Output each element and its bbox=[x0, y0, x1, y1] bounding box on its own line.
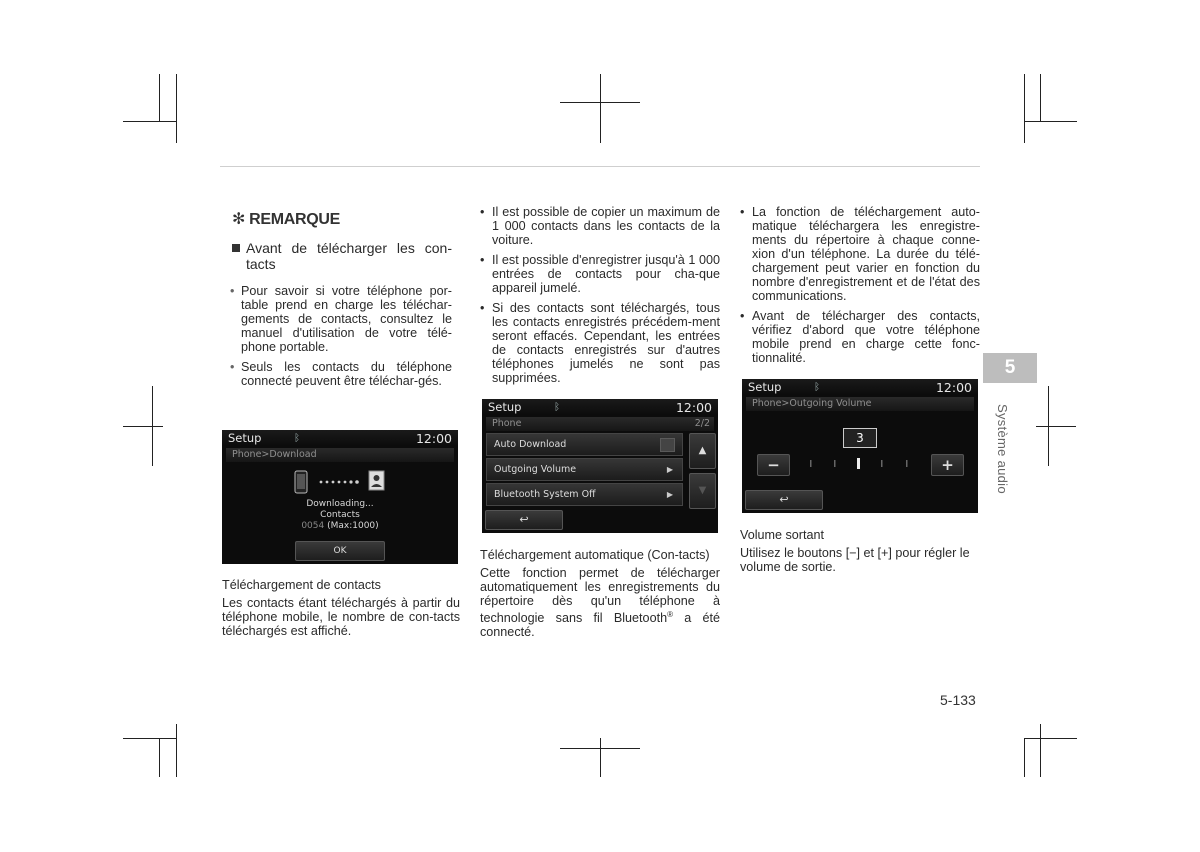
bullet-item: • Il est possible de copier un maximum de 1 000 contacts dans les contacts de la voiture. bbox=[480, 205, 720, 247]
crop-mark bbox=[1040, 74, 1041, 121]
caption-3: Volume sortant Utilisez le boutons [−] et [+] pour régler le volume de sortie. bbox=[740, 528, 970, 574]
header-rule bbox=[220, 166, 980, 167]
crop-mark bbox=[176, 74, 177, 143]
square-bullet-icon bbox=[232, 244, 240, 252]
bullet-item: • Si des contacts sont téléchargés, tous les contacts enregistrés précédem-ment seront effacés. Cependant, les entrées de contacts enregistrés sur d'autres téléphones jumelés ne sont pas supprimées. bbox=[480, 301, 720, 385]
crop-mark bbox=[123, 121, 176, 122]
snowflake-note-icon: ✻ bbox=[232, 211, 246, 228]
crop-mark bbox=[1024, 738, 1025, 777]
note-title: ✻ REMARQUE bbox=[232, 211, 341, 228]
crop-mark bbox=[560, 748, 640, 749]
volume-value: 3 bbox=[843, 428, 877, 448]
crop-mark bbox=[1024, 74, 1025, 143]
scroll-up-icon[interactable]: ▲ bbox=[689, 433, 716, 469]
caption-2-text: Cette fonction permet de télécharger automatiquement les enregistrements du répertoire dès qu'un téléphone à technologie sans fil Bluetooth® a été connecté. bbox=[480, 566, 720, 640]
screen-breadcrumb: Phone>Outgoing Volume bbox=[746, 397, 974, 411]
arrow-right-icon: ▶ bbox=[666, 490, 673, 499]
menu-item-outgoing-volume[interactable]: Outgoing Volume ▶ bbox=[486, 458, 683, 481]
volume-minus-button[interactable]: − bbox=[757, 454, 790, 476]
note-bullet: • Pour savoir si votre téléphone por-table prend en charge les téléchar-gements de contacts, consultez le manuel d'utilisation de votre télé-phone portable. bbox=[230, 284, 452, 354]
progress-dots-icon bbox=[320, 480, 359, 484]
ok-button[interactable]: OK bbox=[295, 541, 385, 561]
menu-item-bluetooth-off[interactable]: Bluetooth System Off ▶ bbox=[486, 483, 683, 506]
crop-mark bbox=[159, 738, 160, 777]
caption-1: Téléchargement de contacts Les contacts étant téléchargés à partir du téléphone mobile, le nombre de con-tacts téléchargés est affiché. bbox=[222, 578, 460, 638]
page-number: 5-133 bbox=[940, 692, 976, 708]
crop-mark bbox=[1040, 724, 1041, 777]
volume-slider-thumb bbox=[857, 458, 860, 469]
crop-mark bbox=[1036, 426, 1076, 427]
section-label: Système audio bbox=[995, 404, 1010, 494]
screen-breadcrumb: Phone 2/2 bbox=[486, 417, 714, 431]
arrow-right-icon: ▶ bbox=[666, 465, 673, 474]
bullet-item: • La fonction de téléchargement auto-matique téléchargera les enregistre-ments du répertoire à chaque conne-xion d'un téléphone. La durée du télé-chargement peut varier en fonction du nombre d'enregistrement et de l'état des communications. bbox=[740, 205, 980, 303]
crop-mark bbox=[600, 74, 601, 143]
crop-mark bbox=[159, 74, 160, 121]
note-bullet: • Seuls les contacts du téléphone connecté peuvent être téléchar-gés. bbox=[230, 360, 452, 388]
screen-breadcrumb: Phone>Download bbox=[226, 448, 454, 462]
crop-mark bbox=[600, 738, 601, 777]
crop-mark bbox=[1024, 121, 1077, 122]
screen-header: Setup ᛒ 12:00 bbox=[482, 399, 718, 415]
bullet-item: • Il est possible d'enregistrer jusqu'à 1 000 entrées de contacts pour cha-que appareil jumelé. bbox=[480, 253, 720, 295]
crop-mark bbox=[123, 426, 163, 427]
caption-2: Téléchargement automatique (Con-tacts) Cette fonction permet de télécharger automatiquement les enregistrements du répertoire dès qu'un téléphone à technologie sans fil Bluetooth® a été connecté. bbox=[480, 548, 720, 640]
crop-mark bbox=[1024, 738, 1077, 739]
menu-item-auto-download[interactable]: Auto Download bbox=[486, 433, 683, 456]
back-arrow-icon[interactable]: ↩ bbox=[485, 510, 563, 530]
volume-slider[interactable] bbox=[742, 455, 978, 475]
screen-download-contacts bbox=[222, 430, 458, 564]
bluetooth-icon: ᛒ bbox=[814, 381, 820, 393]
download-status: Downloading... Contacts 0054 (Max:1000) bbox=[301, 499, 379, 531]
screen-header: Setup ᛒ 12:00 bbox=[222, 430, 458, 446]
crop-mark bbox=[560, 102, 640, 103]
back-arrow-icon[interactable]: ↩ bbox=[745, 490, 823, 510]
chapter-tab: 5 bbox=[983, 353, 1037, 383]
bullet-item: • Avant de télécharger des contacts, vérifiez d'abord que votre téléphone mobile prend en charge cette fonc-tionnalité. bbox=[740, 309, 980, 365]
note-subtitle: Avant de télécharger les con-tacts bbox=[232, 240, 452, 272]
column-1 bbox=[222, 200, 460, 394]
column-3 bbox=[740, 205, 980, 371]
screen-header: Setup ᛒ 12:00 bbox=[742, 379, 978, 395]
screen-phone-settings bbox=[482, 399, 718, 533]
bluetooth-icon: ᛒ bbox=[554, 401, 560, 413]
scroll-down-icon[interactable]: ▼ bbox=[689, 473, 716, 509]
screen-outgoing-volume bbox=[742, 379, 978, 513]
crop-mark bbox=[176, 724, 177, 777]
column-2 bbox=[480, 205, 720, 391]
crop-mark bbox=[123, 738, 176, 739]
volume-plus-button[interactable]: + bbox=[931, 454, 964, 476]
bluetooth-icon: ᛒ bbox=[294, 432, 300, 444]
checkbox[interactable] bbox=[660, 438, 675, 452]
